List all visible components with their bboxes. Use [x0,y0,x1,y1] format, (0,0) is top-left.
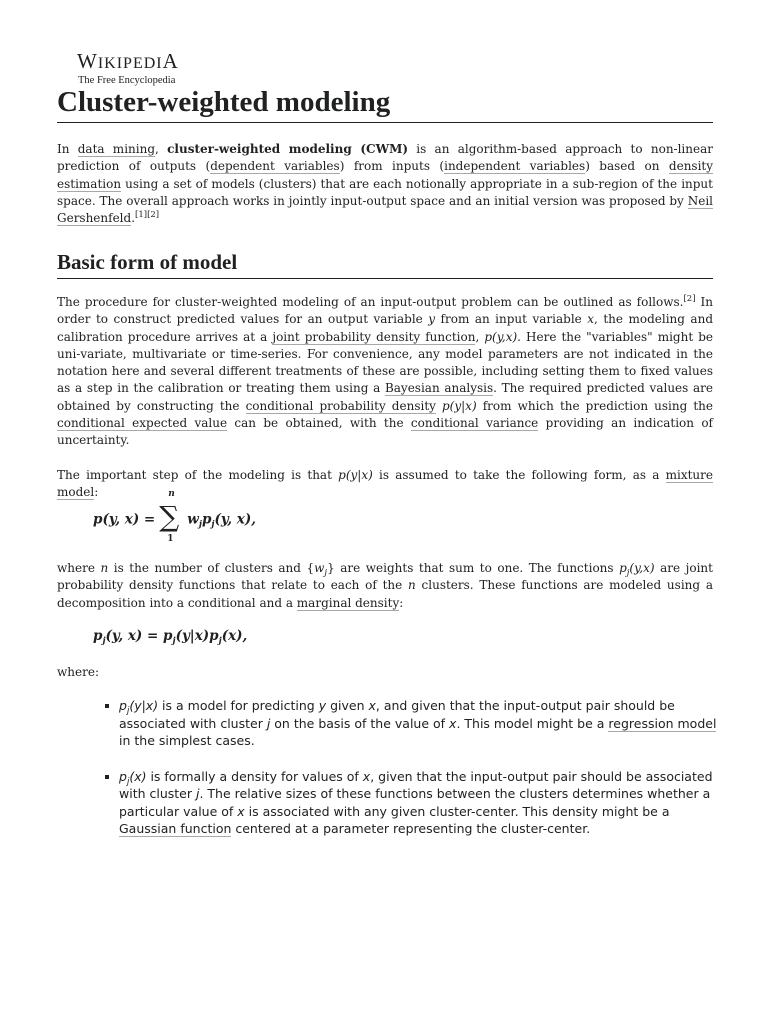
link-mixture-model[interactable]: mixture model [57,468,713,500]
link-dependent-variables[interactable]: dependent variables [210,159,340,174]
link-conditional-variance[interactable]: conditional variance [410,416,539,431]
equation-decomposition: $p_j(y$, $x) = p_j(y|x)p_j(x)$, [93,628,248,646]
definition-list [101,697,721,838]
logo-tagline: The Free Encyclopedia [78,75,176,86]
link-independent-variables[interactable]: independent variables [444,159,586,174]
wikipedia-logo[interactable] [77,50,179,87]
section-heading-basic-form: Basic form of model [57,248,713,279]
section-paragraph-2: The important step of the modeling is that p(y|x) is assumed to take the following form, as a mixture model: [57,468,713,500]
link-marginal-density[interactable]: marginal density [296,595,400,610]
link-regression-model[interactable]: regression model [608,715,717,731]
section-paragraph-3: where n is the number of clusters and $\{w_j\}$ are weights that sum to one. The functions $p_j(y,x)$ are joint probability density functions that relate to each of the n clusters. These functions are modeled using a decomposition into a conditional and a marginal density: [57,561,713,610]
where-label: where: [57,665,99,679]
logo-wordmark: WIKIPEDIA [77,49,179,73]
link-data-mining[interactable]: data mining [77,142,156,156]
reference-2[interactable]: [2] [683,294,696,304]
link-density-estimation[interactable]: density estimation [57,159,714,191]
link-gaussian-function[interactable]: Gaussian function [119,821,232,836]
equation-mixture: p(y, x) = ∑ n 1 $w_jp_j(y$, x), [93,489,256,544]
list-item: $p_j(y|x)$ is a model for predicting y given x, and given that the input-output pair should be associated with cluster j on the basis of the value of x. This model might be a regression model in the simplest cases. [101,697,721,750]
link-joint-probability-density-function[interactable]: joint probability density function [272,329,476,344]
link-conditional-probability-density[interactable]: conditional probability density [245,398,436,413]
reference-2[interactable]: [2] [147,210,160,221]
summation-symbol: ∑ n 1 [159,489,180,544]
link-bayesian-analysis[interactable]: Bayesian analysis [384,381,494,396]
intro-paragraph: In data mining, cluster-weighted modeling (CWM) is an algorithm-based approach to non-linear prediction of outputs (dependent variables) from inputs (independent variables) based on density estimation using a set of models (clusters) that are each notionally appropriate in a sub-region of the input space. The overall approach works in jointly input-output space and an initial version was proposed by Neil Gershenfeld.[1][2] [57,142,714,226]
link-conditional-expected-value[interactable]: conditional expected value [57,416,228,431]
section-paragraph-1: The procedure for cluster-weighted modeling of an input-output problem can be outlined as follows.[2] In order to construct predicted values for an output variable y from an input variable x, the modeling and calibration procedure arrives at a joint probability density function, p(y,x). Here the "variables" might be uni-variate, multivariate or time-series. For convenience, any model parameters are not indicated in the notation here and several different treatments of these are possible, including setting them to fixed values as a step in the calibration or treating them using a Bayesian analysis. The required predicted values are obtained by constructing the conditional probability density p(y|x) from which the prediction using the conditional expected value can be obtained, with the conditional variance providing an indication of uncertainty. [57,294,714,448]
list-item: $p_j(x)$ is formally a density for values of x, given that the input-output pair should be associated with cluster j. The relative sizes of these functions between the clusters determines whether a particular value of x is associated with any given cluster-center. This density might be a Gaussian function centered at a parameter representing the cluster-center. [101,768,721,838]
reference-1[interactable]: [1] [135,210,148,221]
link-neil-gershenfeld[interactable]: Neil Gershenfeld [57,193,713,226]
page-title: Cluster-weighted modeling [57,84,713,123]
